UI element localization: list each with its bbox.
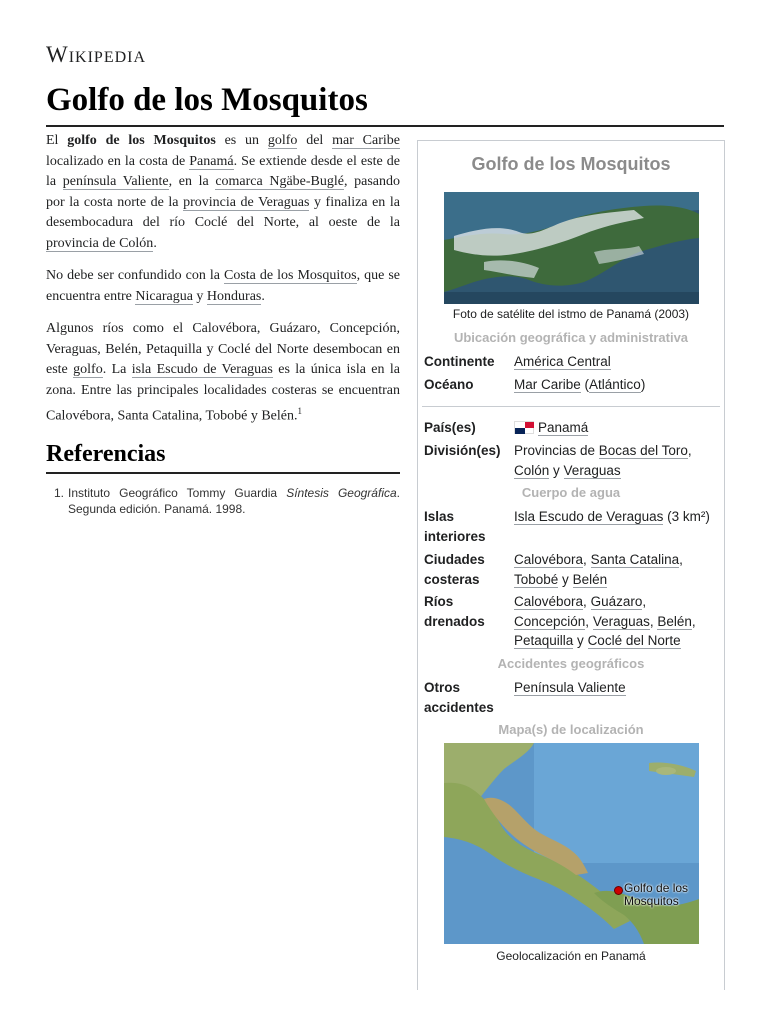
link-peninsula-valiente-ib[interactable]: Península Valiente bbox=[514, 680, 626, 695]
link-provincia-veraguas[interactable]: provincia de Veraguas bbox=[183, 194, 310, 210]
value-otros bbox=[514, 678, 720, 698]
infobox bbox=[417, 140, 725, 990]
text: y bbox=[558, 571, 573, 587]
map-label: Golfo de los Mosquitos bbox=[624, 881, 689, 908]
text: , bbox=[691, 613, 696, 629]
text: . Se extiende desde el este de la bbox=[46, 153, 400, 189]
text: del bbox=[297, 133, 333, 148]
link-bocas-del-toro[interactable]: Bocas del Toro bbox=[598, 443, 688, 458]
link-nicaragua[interactable]: Nicaragua bbox=[135, 288, 193, 304]
text: y bbox=[549, 462, 564, 478]
link-rio-calovebora[interactable]: Calovébora bbox=[514, 594, 584, 609]
link-golfo-2[interactable]: golfo bbox=[73, 362, 103, 377]
link-isla-escudo-ib[interactable]: Isla Escudo de Veraguas bbox=[514, 509, 664, 524]
label-otros: Otros accidentes bbox=[424, 680, 494, 715]
section-cuerpo-agua: Cuerpo de agua bbox=[521, 485, 621, 500]
text: No debe ser confundido con la bbox=[46, 268, 224, 283]
label-ciudades: Ciudades costeras bbox=[424, 552, 485, 587]
section-ubicacion: Ubicación geográfica y administrativa bbox=[453, 330, 689, 345]
satellite-photo-graphic bbox=[444, 192, 699, 304]
text: ( bbox=[580, 377, 590, 392]
panama-flag-icon bbox=[514, 421, 534, 434]
link-peninsula-valiente[interactable]: península Valiente bbox=[62, 174, 169, 189]
text: , pasando por la costa norte de la bbox=[46, 174, 400, 210]
link-golfo[interactable]: golfo bbox=[267, 133, 298, 148]
link-costa-mosquitos[interactable]: Costa de los Mosquitos bbox=[224, 268, 357, 283]
reference-text bbox=[54, 485, 400, 517]
paragraph-3 bbox=[46, 319, 400, 427]
link-rio-cocle[interactable]: Coclé del Norte bbox=[587, 633, 681, 648]
map-caption: Geolocalización en Panamá bbox=[496, 949, 646, 963]
row-division bbox=[424, 441, 720, 481]
text: ) bbox=[640, 377, 646, 392]
link-rio-belen[interactable]: Belén bbox=[657, 613, 692, 629]
text: Provincias de bbox=[514, 443, 599, 458]
section-accidentes: Accidentes geográficos bbox=[497, 656, 645, 671]
infobox-divider bbox=[422, 406, 720, 407]
link-belen[interactable]: Belén bbox=[572, 571, 608, 587]
text: Instituto Geográfico Tommy Guardia bbox=[68, 486, 287, 500]
references-list bbox=[54, 485, 400, 517]
text: . Segunda edición. Panamá. 1998. bbox=[68, 486, 400, 516]
text: localizado en la costa de bbox=[46, 153, 190, 169]
text: , bbox=[583, 594, 591, 609]
article-body bbox=[46, 131, 400, 439]
section-mapa: Mapa(s) de localización bbox=[498, 722, 644, 737]
link-atlantico[interactable]: Atlántico bbox=[589, 377, 641, 392]
label-continente: Continente bbox=[424, 354, 495, 369]
location-marker-icon bbox=[614, 886, 623, 895]
link-mar-caribe-ib[interactable]: Mar Caribe bbox=[514, 377, 581, 392]
text: , bbox=[583, 552, 591, 567]
references-heading: Referencias bbox=[46, 441, 166, 467]
link-calovebora[interactable]: Calovébora bbox=[514, 552, 584, 567]
value-pais bbox=[514, 418, 720, 438]
link-panama[interactable]: Panamá bbox=[189, 153, 234, 169]
wikipedia-logo[interactable]: Wikipedia bbox=[46, 42, 147, 67]
link-rio-concepcion[interactable]: Concepción bbox=[514, 613, 586, 629]
reference-number: 1. bbox=[54, 486, 65, 500]
label-pais: País(es) bbox=[424, 420, 476, 435]
references-divider bbox=[46, 472, 400, 474]
text: , bbox=[642, 594, 647, 609]
text: , bbox=[585, 613, 593, 629]
value-islas bbox=[514, 507, 720, 527]
text: , que se encuentra entre bbox=[46, 268, 400, 304]
text: Algunos ríos como el Calovébora, Guázaro, Concepción, Veraguas, Belén, Petaquilla y Coclé del Norte desembocan en este bbox=[46, 321, 400, 377]
value-division bbox=[514, 441, 720, 480]
text: . bbox=[261, 288, 265, 304]
row-rios bbox=[424, 592, 720, 652]
link-comarca[interactable]: comarca Ngäbe-Buglé bbox=[215, 174, 344, 189]
text: (3 km²) bbox=[663, 509, 710, 524]
bold-term: golfo de los Mosquitos bbox=[67, 133, 216, 148]
link-america-central[interactable]: América Central bbox=[514, 354, 611, 369]
location-map[interactable] bbox=[444, 743, 699, 944]
photo-caption: Foto de satélite del istmo de Panamá (2003) bbox=[452, 307, 690, 321]
label-islas: Islas interiores bbox=[424, 509, 486, 544]
link-veraguas[interactable]: Veraguas bbox=[563, 462, 621, 478]
value-ciudades bbox=[514, 550, 720, 589]
text: y finaliza en la desembocadura del río Coclé del Norte, al oeste de la bbox=[46, 194, 400, 230]
satellite-photo[interactable] bbox=[444, 192, 699, 304]
link-rio-guazaro[interactable]: Guázaro bbox=[590, 594, 643, 609]
infobox-title: Golfo de los Mosquitos bbox=[471, 154, 671, 174]
label-rios: Ríos drenados bbox=[424, 594, 485, 629]
text: , bbox=[649, 613, 658, 629]
row-otros bbox=[424, 678, 720, 718]
text: y bbox=[573, 633, 588, 648]
row-pais bbox=[424, 418, 720, 438]
text: , en la bbox=[168, 174, 216, 189]
text: . bbox=[153, 235, 157, 251]
text: El bbox=[46, 133, 68, 148]
row-islas bbox=[424, 507, 720, 547]
paragraph-2 bbox=[46, 266, 400, 307]
link-rio-petaquilla[interactable]: Petaquilla bbox=[514, 633, 574, 648]
link-provincia-colon[interactable]: provincia de Colón bbox=[46, 235, 154, 251]
link-isla-escudo[interactable]: isla Escudo de Veraguas bbox=[131, 362, 273, 377]
row-continente bbox=[424, 352, 720, 372]
link-santa-catalina[interactable]: Santa Catalina bbox=[590, 552, 680, 567]
link-tobobe[interactable]: Tobobé bbox=[514, 571, 559, 587]
reference-superscript[interactable]: 1 bbox=[297, 406, 302, 416]
page-title: Golfo de los Mosquitos bbox=[46, 82, 368, 118]
paragraph-1 bbox=[46, 131, 400, 254]
row-ciudades bbox=[424, 550, 720, 590]
label-division: División(es) bbox=[424, 443, 501, 458]
value-rios bbox=[514, 592, 720, 651]
label-oceano: Océano bbox=[424, 377, 474, 392]
reference-item bbox=[54, 485, 400, 517]
link-colon[interactable]: Colón bbox=[514, 462, 550, 478]
text: , bbox=[687, 443, 692, 458]
link-rio-veraguas[interactable]: Veraguas bbox=[592, 613, 650, 629]
title-divider bbox=[46, 125, 724, 127]
link-panama-ib[interactable]: Panamá bbox=[538, 420, 589, 435]
link-mar-caribe[interactable]: mar Caribe bbox=[332, 133, 400, 148]
location-map-graphic bbox=[444, 743, 699, 944]
value-oceano bbox=[514, 375, 720, 395]
row-oceano bbox=[424, 375, 720, 395]
text: , bbox=[679, 552, 683, 567]
value-continente bbox=[514, 352, 720, 372]
reference-title: Síntesis Geográfica bbox=[286, 486, 397, 500]
text: . La bbox=[102, 362, 132, 377]
link-honduras[interactable]: Honduras bbox=[206, 288, 262, 304]
text: es un bbox=[215, 133, 268, 148]
text: es la única isla en la zona. Entre las principales localidades costeras se encuentran Calovébora, Santa Catalina, Tobobé y Belén. bbox=[46, 362, 401, 424]
text: y bbox=[192, 288, 207, 304]
